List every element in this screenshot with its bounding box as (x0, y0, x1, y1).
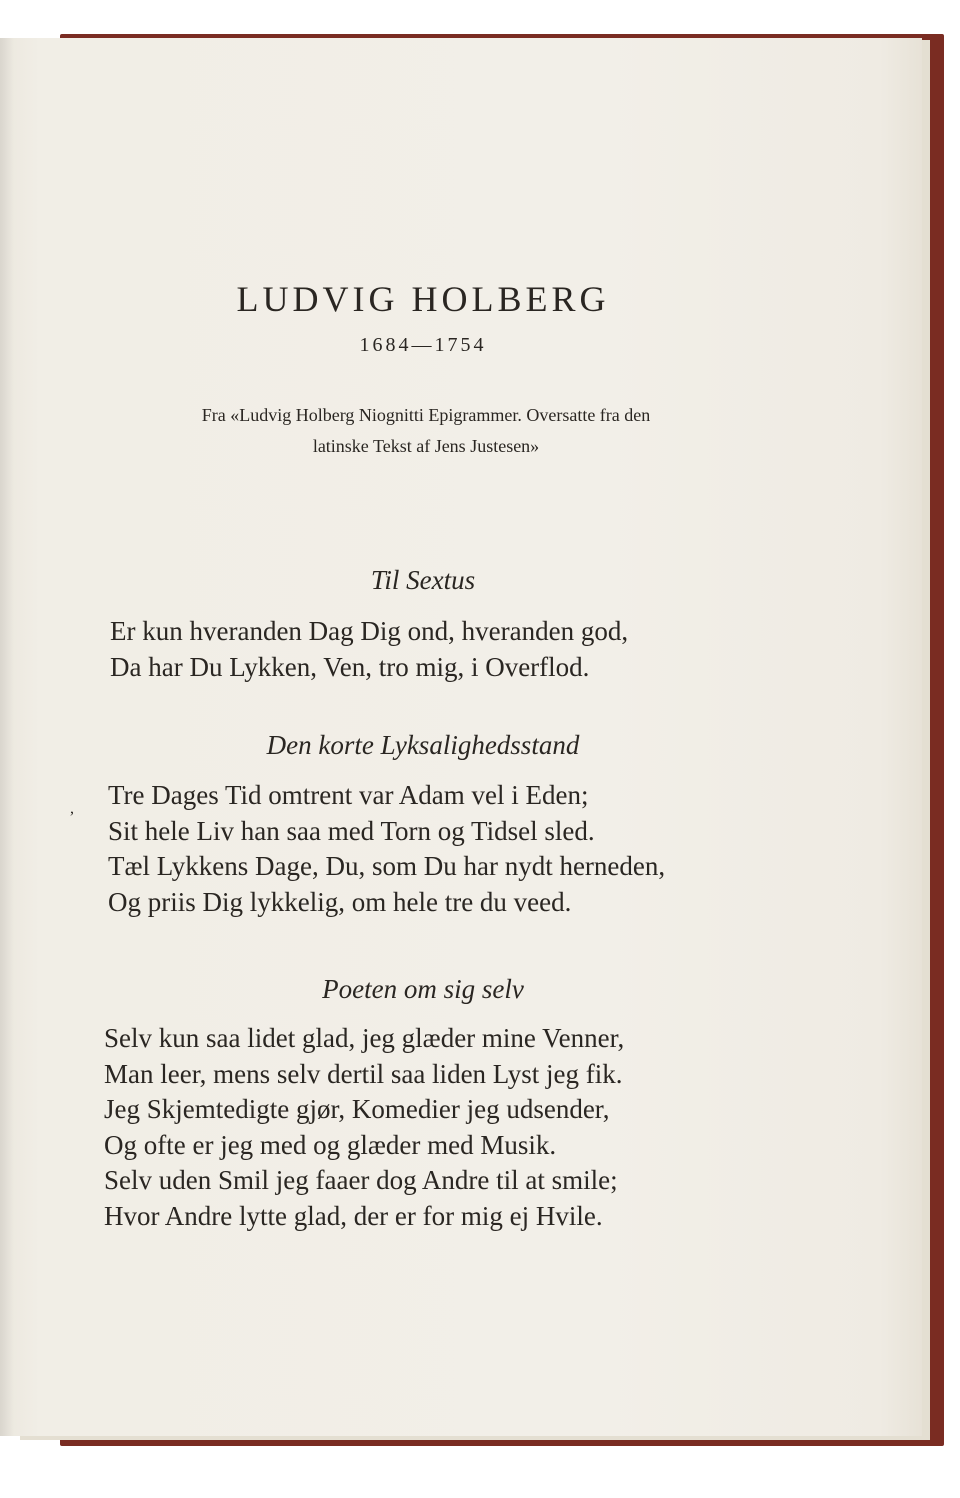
verse-line: Er kun hveranden Dag Dig ond, hveranden god, (110, 616, 629, 646)
poem-title-til-sextus: Til Sextus (370, 565, 476, 595)
verse-line: Sit hele Liv han saa med Torn og Tidsel sled. (108, 815, 595, 846)
verse-line: Tæl Lykkens Dage, Du, som Du har nydt herneden, (108, 851, 666, 881)
poem-title-poeten-om-sig-selv: Poeten om sig selv (322, 974, 524, 1004)
verse-line: Tre Dages Tid omtrent var Adam vel i Eden; (108, 780, 589, 810)
source-line-2: latinske Tekst af Jens Justesen» (312, 436, 540, 456)
verse-line: Da har Du Lykken, Ven, tro mig, i Overflod. (110, 651, 590, 682)
verse-line: Hvor Andre lytte glad, der er for mig ej Hvile. (104, 1200, 603, 1231)
verse-line: Selv kun saa lidet glad, jeg glæder mine Venner, (104, 1023, 625, 1053)
author-heading: LUDVIG HOLBERG (236, 279, 610, 319)
author-years: 1684—1754 (359, 334, 487, 356)
poem-den-korte-lyksalighedsstand (108, 778, 665, 920)
poem-poeten-om-sig-selv (104, 1021, 624, 1234)
poem-title-den-korte-lyksalighedsstand: Den korte Lyksalighedsstand (266, 730, 580, 760)
poem-til-sextus (110, 614, 628, 685)
margin-mark: , (70, 800, 74, 817)
verse-line: Og ofte er jeg med og glæder med Musik. (104, 1129, 557, 1160)
source-note (136, 400, 716, 462)
verse-line: Man leer, mens selv dertil saa liden Lyst jeg fik. (104, 1058, 623, 1089)
verse-line: Selv uden Smil jeg faaer dog Andre til at smile; (104, 1165, 618, 1195)
source-line-1: Fra «Ludvig Holberg Niognitti Epigrammer. Oversatte fra den (201, 405, 651, 425)
verse-line: Jeg Skjemtedigte gjør, Komedier jeg udsender, (104, 1094, 610, 1124)
verse-line: Og priis Dig lykkelig, om hele tre du veed. (108, 886, 572, 917)
